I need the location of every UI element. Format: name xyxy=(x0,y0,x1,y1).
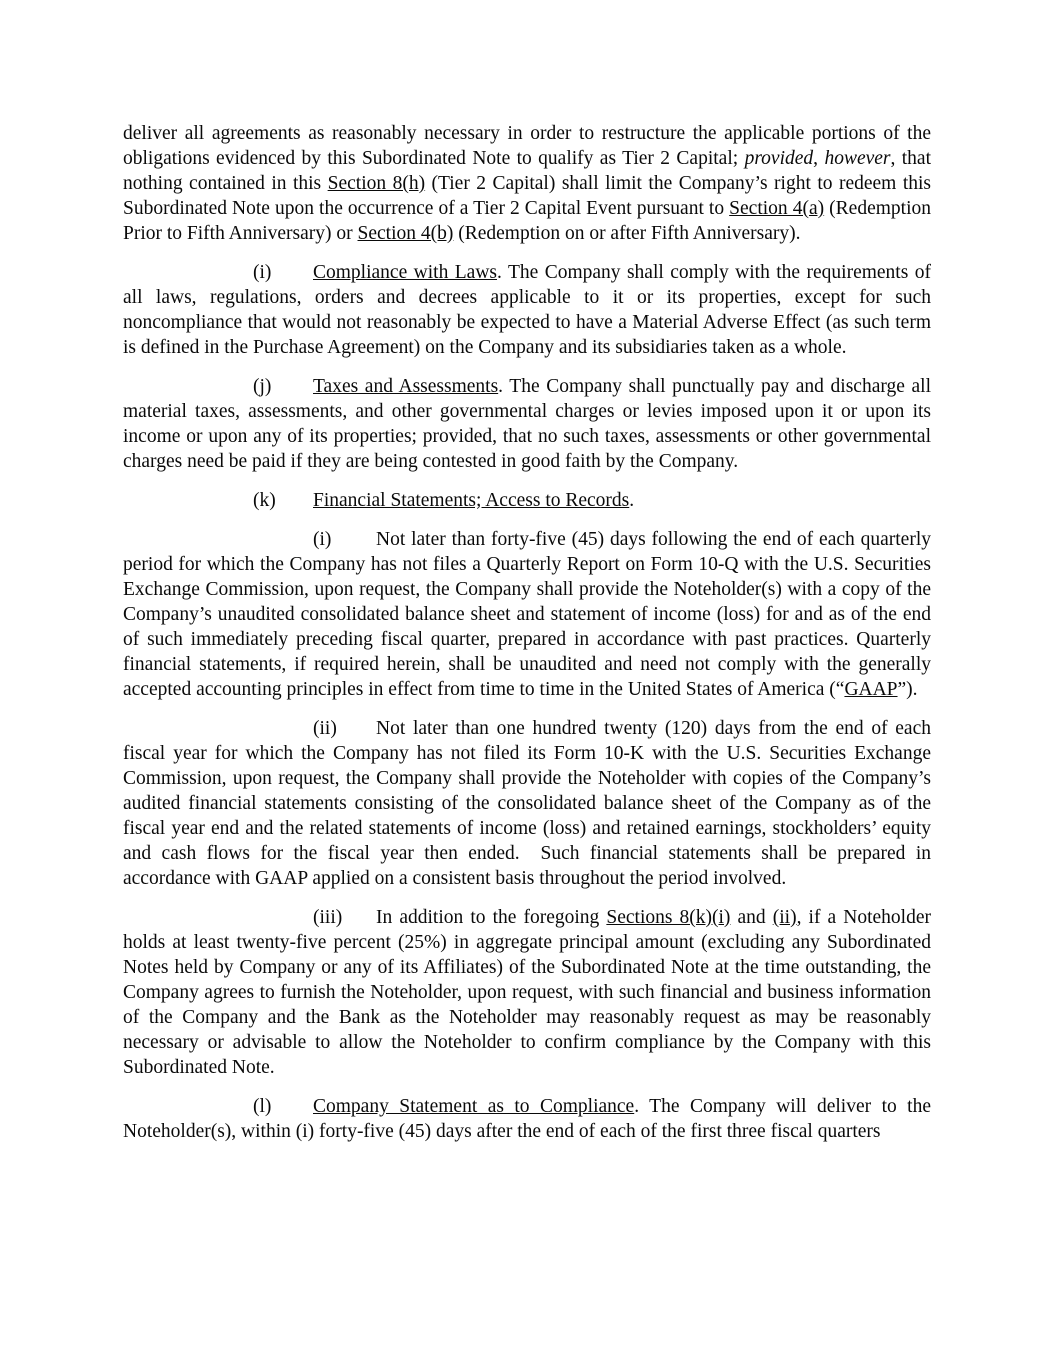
text-run: Not later than forty-five (45) days following the end of each quarterly period for which the Company has not files a Quarterly Report on Form 10-Q with the U.S. Securities Exchange Commission, upon request, the Company shall provide the Noteholder(s) with a copy of the Company’s unaudited consolidated balance sheet and statement of income (loss) for and as of the end of such immediately preceding fiscal quarter, prepared in accordance with past practices. Quarterly financial statements, if required herein, shall be unaudited and need not comply with the generally accepted accounting principles in effect from time to time in the United States of America (“ xyxy=(123,529,931,700)
paragraph-1 xyxy=(123,121,931,246)
paragraph-2 xyxy=(123,260,931,360)
underlined-text: (ii) xyxy=(772,907,797,928)
paragraph-label: (ii) xyxy=(313,718,337,739)
text-run: , if a Noteholder holds at least twenty-five percent (25%) in aggregate principal amount (excluding any Subordinated Notes held by Company or any of its Affiliates) of the Subordinated Note at the time outstanding, the Company agrees to furnish the Noteholder, upon request, with such financial and business information of the Company and the Bank as the Noteholder may reasonably request as may be reasonably necessary or advisable to allow the Noteholder to confirm compliance by the Company with this Subordinated Note. xyxy=(123,907,932,1078)
paragraph-8 xyxy=(123,1094,931,1144)
underlined-text: GAAP xyxy=(844,679,898,700)
paragraph-label: (i) xyxy=(253,262,272,283)
text-run: . The Company shall punctually pay and discharge all material taxes, assessments, and other governmental charges or levies imposed upon it or upon its income or upon any of its properties; provided, that no such taxes, assessments or other governmental charges need be paid if they are being contested in good faith by the Company. xyxy=(123,376,931,472)
text-run: . xyxy=(629,490,635,511)
underlined-text: Compliance with Laws xyxy=(313,262,497,283)
text-run: , xyxy=(813,148,825,169)
paragraph-label: (k) xyxy=(253,490,276,511)
text-run: (Redemption on or after Fifth Anniversary). xyxy=(453,223,801,244)
underlined-text: Section 4(b) xyxy=(357,223,454,244)
text-run: In addition to the foregoing xyxy=(376,907,607,928)
paragraph-7 xyxy=(123,905,931,1080)
text-run: (Redemption Prior to Fifth Anniversary) or xyxy=(123,198,931,244)
paragraph-label: (i) xyxy=(313,529,332,550)
paragraph-label: (l) xyxy=(253,1096,272,1117)
text-run: deliver all agreements as reasonably necessary in order to restructure the applicable portions of the obligations evidenced by this Subordinated Note to qualify as Tier 2 Capital; xyxy=(123,123,931,169)
underlined-text: Sections 8(k)(i) xyxy=(606,907,731,928)
underlined-text: Section 4(a) xyxy=(729,198,825,219)
italic-text: provided xyxy=(744,148,814,169)
paragraph-6 xyxy=(123,716,931,891)
paragraph-5 xyxy=(123,527,931,702)
text-run: ”). xyxy=(897,679,918,700)
text-run: and xyxy=(730,907,773,928)
paragraph-label: (j) xyxy=(253,376,272,397)
paragraph-4 xyxy=(123,488,931,513)
text-run: Not later than one hundred twenty (120) days from the end of each fiscal year for which the Company has not filed its Form 10-K with the U.S. Securities Exchange Commission, upon request, the Company shall provide the Noteholder with copies of the Company’s audited financial statements consisting of the consolidated balance sheet of the Company as of the fiscal year end and the related statements of income (loss) and retained earnings, stockholders’ equity and cash flows for the fiscal year then ended. Such financial statements shall be prepared in accordance with GAAP applied on a consistent basis throughout the period involved. xyxy=(123,718,931,889)
italic-text: however xyxy=(824,148,891,169)
text-run: . The Company will deliver to the Noteholder(s), within (i) forty-five (45) days after the end of each of the first three fiscal quarters xyxy=(123,1096,931,1142)
underlined-text: Section 8(h) xyxy=(327,173,426,194)
underlined-text: Company Statement as to Compliance xyxy=(313,1096,635,1117)
text-run: . The Company shall comply with the requirements of all laws, regulations, orders and decrees applicable to it or its properties, except for such noncompliance that would not reasonably be expected to have a Material Adverse Effect (as such term is defined in the Purchase Agreement) on the Company and its subsidiaries taken as a whole. xyxy=(123,262,931,358)
text-run: (Tier 2 Capital) shall limit the Company’s right to redeem this Subordinated Note upon the occurrence of a Tier 2 Capital Event pursuant to xyxy=(123,173,931,219)
text-run: , that nothing contained in this xyxy=(123,148,932,194)
paragraph-label: (iii) xyxy=(313,907,343,928)
paragraph-3 xyxy=(123,374,931,474)
underlined-text: Financial Statements; Access to Records xyxy=(313,490,630,511)
underlined-text: Taxes and Assessments xyxy=(313,376,499,397)
document-body xyxy=(123,121,931,1144)
